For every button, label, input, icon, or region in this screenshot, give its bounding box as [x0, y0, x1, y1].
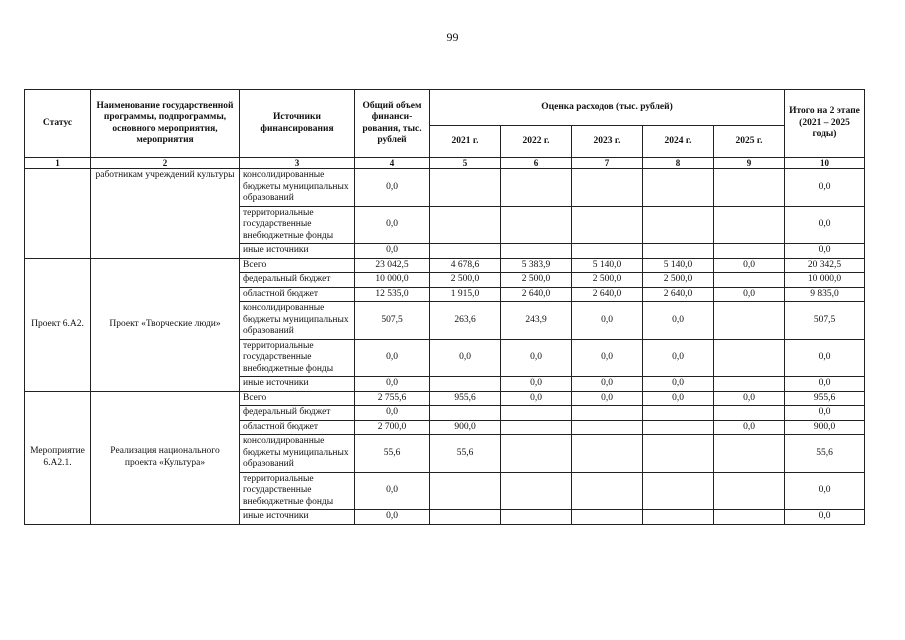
- total-volume-cell: 2 700,0: [355, 420, 430, 435]
- year-value-cell: [501, 510, 572, 525]
- year-value-cell: [501, 435, 572, 473]
- header-year: 2021 г.: [430, 126, 501, 158]
- column-number: 9: [714, 158, 785, 169]
- funding-source: иные источники: [240, 244, 355, 259]
- year-value-cell: 4 678,6: [430, 258, 501, 273]
- funding-source: консолидированные бюджеты муниципальных образований: [240, 169, 355, 207]
- year-value-cell: [572, 510, 643, 525]
- funding-source: федеральный бюджет: [240, 273, 355, 288]
- column-number: 8: [643, 158, 714, 169]
- stage-total-cell: 0,0: [785, 377, 865, 392]
- year-value-cell: 0,0: [572, 377, 643, 392]
- funding-source: территориальные государственные внебюджетные фонды: [240, 472, 355, 510]
- stage-total-cell: 0,0: [785, 244, 865, 259]
- year-value-cell: [501, 244, 572, 259]
- stage-total-cell: 10 000,0: [785, 273, 865, 288]
- header-result: Итого на 2 этапе (2021 – 2025 годы): [785, 90, 865, 158]
- year-value-cell: [501, 206, 572, 244]
- funding-source: Всего: [240, 391, 355, 406]
- year-value-cell: 2 640,0: [501, 287, 572, 302]
- year-value-cell: [643, 420, 714, 435]
- year-value-cell: [714, 435, 785, 473]
- column-number: 2: [91, 158, 240, 169]
- header-year: 2023 г.: [572, 126, 643, 158]
- year-value-cell: [643, 244, 714, 259]
- year-value-cell: [714, 510, 785, 525]
- total-volume-cell: 23 042,5: [355, 258, 430, 273]
- year-value-cell: 0,0: [714, 420, 785, 435]
- year-value-cell: 5 383,9: [501, 258, 572, 273]
- total-volume-cell: 507,5: [355, 302, 430, 340]
- year-value-cell: [430, 510, 501, 525]
- row-name: Реализация национального проекта «Культура»: [91, 391, 240, 524]
- table-row: [25, 391, 865, 406]
- year-value-cell: [643, 435, 714, 473]
- year-value-cell: 0,0: [714, 258, 785, 273]
- table-row: [25, 169, 865, 207]
- year-value-cell: 900,0: [430, 420, 501, 435]
- stage-total-cell: 507,5: [785, 302, 865, 340]
- funding-source: иные источники: [240, 377, 355, 392]
- total-volume-cell: 0,0: [355, 339, 430, 377]
- year-value-cell: [430, 206, 501, 244]
- total-volume-cell: 0,0: [355, 377, 430, 392]
- year-value-cell: 0,0: [643, 391, 714, 406]
- table-row: [25, 258, 865, 273]
- funding-source: территориальные государственные внебюджетные фонды: [240, 339, 355, 377]
- year-value-cell: 5 140,0: [643, 258, 714, 273]
- budget-table: [24, 89, 865, 525]
- year-value-cell: 0,0: [643, 339, 714, 377]
- year-value-cell: [430, 169, 501, 207]
- year-value-cell: [501, 169, 572, 207]
- total-volume-cell: 0,0: [355, 244, 430, 259]
- year-value-cell: [714, 169, 785, 207]
- year-value-cell: [430, 244, 501, 259]
- year-value-cell: 2 640,0: [643, 287, 714, 302]
- year-value-cell: [643, 472, 714, 510]
- row-status: Проект 6.А2.: [25, 258, 91, 391]
- header-status: Статус: [25, 90, 91, 158]
- column-number-row: [25, 158, 865, 169]
- year-value-cell: [572, 206, 643, 244]
- column-number: 6: [501, 158, 572, 169]
- column-number: 3: [240, 158, 355, 169]
- year-value-cell: [572, 435, 643, 473]
- year-value-cell: 2 500,0: [430, 273, 501, 288]
- year-value-cell: [430, 377, 501, 392]
- total-volume-cell: 0,0: [355, 472, 430, 510]
- funding-source: консолидированные бюджеты муниципальных образований: [240, 302, 355, 340]
- year-value-cell: 2 500,0: [643, 273, 714, 288]
- funding-source: территориальные государственные внебюджетные фонды: [240, 206, 355, 244]
- year-value-cell: 2 500,0: [501, 273, 572, 288]
- row-status: [25, 169, 91, 259]
- row-name: Проект «Творческие люди»: [91, 258, 240, 391]
- year-value-cell: [714, 206, 785, 244]
- year-value-cell: [501, 406, 572, 421]
- year-value-cell: 263,6: [430, 302, 501, 340]
- year-value-cell: 0,0: [714, 287, 785, 302]
- year-value-cell: 0,0: [501, 391, 572, 406]
- year-value-cell: 0,0: [572, 391, 643, 406]
- year-value-cell: [714, 244, 785, 259]
- stage-total-cell: 900,0: [785, 420, 865, 435]
- total-volume-cell: 12 535,0: [355, 287, 430, 302]
- header-total-volume: Общий объем финанси-рования, тыс. рублей: [355, 90, 430, 158]
- year-value-cell: [430, 472, 501, 510]
- total-volume-cell: 2 755,6: [355, 391, 430, 406]
- funding-source: Всего: [240, 258, 355, 273]
- year-value-cell: [714, 302, 785, 340]
- year-value-cell: 0,0: [430, 339, 501, 377]
- year-value-cell: [714, 472, 785, 510]
- year-value-cell: [572, 244, 643, 259]
- year-value-cell: 2 500,0: [572, 273, 643, 288]
- total-volume-cell: 0,0: [355, 169, 430, 207]
- header-sources: Источники финансирования: [240, 90, 355, 158]
- stage-total-cell: 0,0: [785, 169, 865, 207]
- column-number: 7: [572, 158, 643, 169]
- column-number: 1: [25, 158, 91, 169]
- year-value-cell: 55,6: [430, 435, 501, 473]
- year-value-cell: 2 640,0: [572, 287, 643, 302]
- stage-total-cell: 9 835,0: [785, 287, 865, 302]
- funding-source: областной бюджет: [240, 287, 355, 302]
- year-value-cell: [430, 406, 501, 421]
- funding-source: консолидированные бюджеты муниципальных образований: [240, 435, 355, 473]
- stage-total-cell: 0,0: [785, 510, 865, 525]
- year-value-cell: [714, 339, 785, 377]
- stage-total-cell: 0,0: [785, 406, 865, 421]
- year-value-cell: 0,0: [572, 339, 643, 377]
- year-value-cell: 0,0: [714, 391, 785, 406]
- year-value-cell: [714, 377, 785, 392]
- year-value-cell: 955,6: [430, 391, 501, 406]
- header-year: 2024 г.: [643, 126, 714, 158]
- total-volume-cell: 55,6: [355, 435, 430, 473]
- funding-source: федеральный бюджет: [240, 406, 355, 421]
- total-volume-cell: 0,0: [355, 510, 430, 525]
- year-value-cell: [572, 169, 643, 207]
- year-value-cell: 5 140,0: [572, 258, 643, 273]
- year-value-cell: [501, 472, 572, 510]
- funding-source: областной бюджет: [240, 420, 355, 435]
- year-value-cell: [572, 420, 643, 435]
- total-volume-cell: 0,0: [355, 406, 430, 421]
- total-volume-cell: 0,0: [355, 206, 430, 244]
- header-estimate: Оценка расходов (тыс. рублей): [430, 90, 785, 126]
- stage-total-cell: 0,0: [785, 339, 865, 377]
- year-value-cell: 1 915,0: [430, 287, 501, 302]
- year-value-cell: 0,0: [643, 302, 714, 340]
- row-name: работникам учреждений культуры: [91, 169, 240, 259]
- column-number: 4: [355, 158, 430, 169]
- stage-total-cell: 20 342,5: [785, 258, 865, 273]
- year-value-cell: [714, 406, 785, 421]
- year-value-cell: [501, 420, 572, 435]
- stage-total-cell: 955,6: [785, 391, 865, 406]
- year-value-cell: 0,0: [643, 377, 714, 392]
- total-volume-cell: 10 000,0: [355, 273, 430, 288]
- stage-total-cell: 55,6: [785, 435, 865, 473]
- header-year: 2025 г.: [714, 126, 785, 158]
- column-number: 5: [430, 158, 501, 169]
- year-value-cell: [643, 206, 714, 244]
- year-value-cell: [572, 472, 643, 510]
- row-status: Мероприятие 6.А2.1.: [25, 391, 91, 524]
- year-value-cell: [714, 273, 785, 288]
- year-value-cell: 243,9: [501, 302, 572, 340]
- column-number: 10: [785, 158, 865, 169]
- year-value-cell: 0,0: [572, 302, 643, 340]
- year-value-cell: [572, 406, 643, 421]
- year-value-cell: 0,0: [501, 339, 572, 377]
- funding-source: иные источники: [240, 510, 355, 525]
- page-number: 99: [446, 30, 459, 44]
- budget-table-container: [24, 89, 864, 525]
- table-body: [25, 169, 865, 525]
- year-value-cell: [643, 406, 714, 421]
- stage-total-cell: 0,0: [785, 472, 865, 510]
- year-value-cell: [643, 169, 714, 207]
- stage-total-cell: 0,0: [785, 206, 865, 244]
- year-value-cell: [643, 510, 714, 525]
- header-name: Наименование государственной программы, подпрограммы, основного мероприятия, мероприятия: [91, 90, 240, 158]
- header-year: 2022 г.: [501, 126, 572, 158]
- year-value-cell: 0,0: [501, 377, 572, 392]
